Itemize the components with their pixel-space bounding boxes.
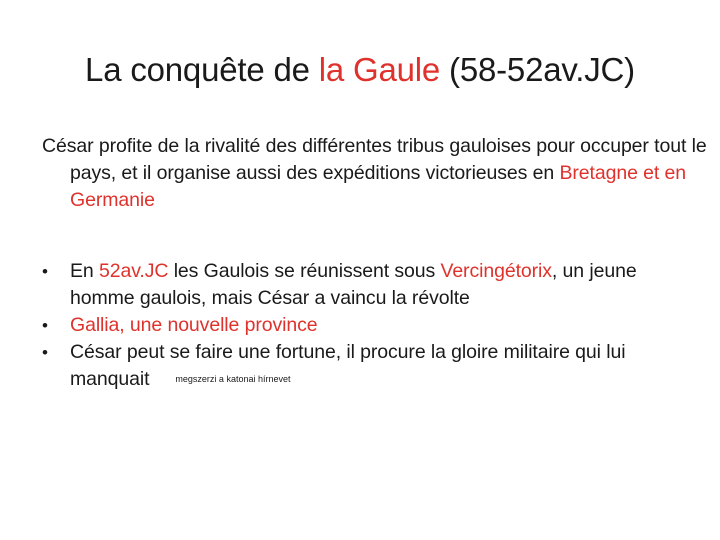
bullet-icon: • — [42, 262, 48, 281]
bullet-icon: • — [42, 316, 48, 335]
intro-paragraph — [42, 133, 710, 214]
bullet-item-gallia — [42, 312, 692, 339]
bullet-icon: • — [42, 343, 48, 362]
bullet-3-note: megszerzi a katonai hírnevet — [175, 374, 291, 384]
bullet-1-pre: En — [70, 260, 99, 282]
bullet-list — [42, 258, 692, 393]
intro-text: César profite de la rivalité des différentes tribus gauloises pour occuper tout le pays, et il organise aussi des expéditions victorieuses en — [42, 135, 707, 184]
title-part-2: (58-52av.JC) — [440, 51, 635, 88]
title-highlight: la Gaule — [318, 51, 441, 88]
bullet-1-date: 52av.JC — [98, 260, 169, 282]
intro-highlight: Bretagne et en Germanie — [70, 162, 686, 211]
bullet-1-name: Vercingétorix — [440, 260, 552, 282]
bullet-item-vercingetorix — [42, 258, 692, 312]
bullet-1-post: , un jeune homme gaulois, mais César a vaincu la révolte — [70, 260, 637, 309]
bullet-2-text: Gallia, une nouvelle province — [70, 314, 318, 336]
bullet-1-mid: les Gaulois se réunissent sous — [168, 260, 441, 282]
bullet-3-text: César peut se faire une fortune, il procure la gloire militaire qui lui manquait — [70, 341, 626, 390]
title-part-1: La conquête de — [85, 51, 319, 88]
bullet-item-fortune — [42, 339, 692, 393]
slide-title — [0, 48, 720, 92]
